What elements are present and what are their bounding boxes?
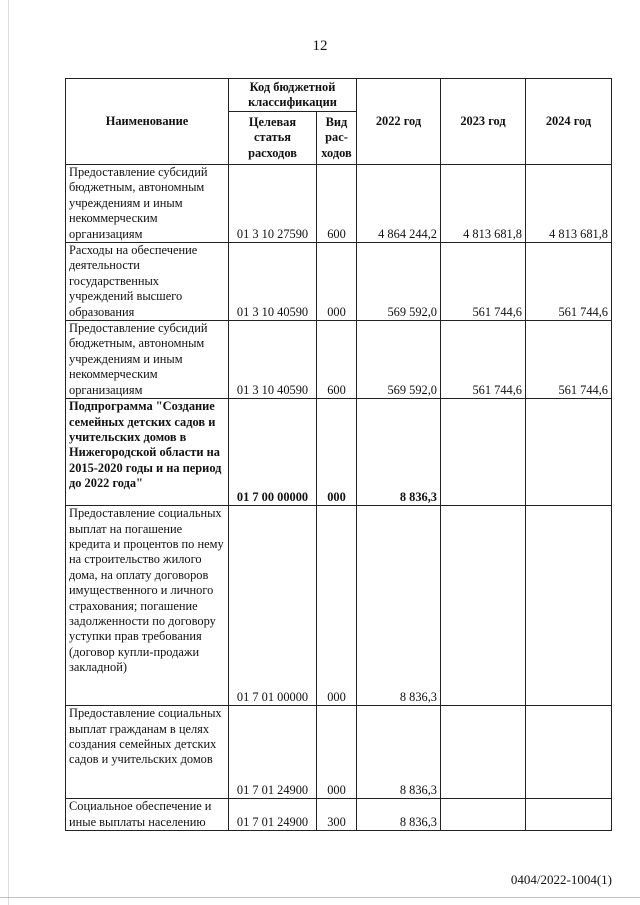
row-2023: 561 744,6 (441, 321, 526, 399)
row-name: Подпрограмма "Создание семейных детских садов и учительских домов в Нижегородской области на 2015-2020 годы и на период до 2022 года" (66, 399, 229, 506)
header-name: Наименование (66, 79, 229, 165)
table-row (66, 506, 612, 706)
header-target-item: Целевая статья расходов (229, 112, 317, 165)
row-2024: 561 744,6 (526, 321, 612, 399)
row-type: 000 (317, 399, 357, 506)
row-name: Расходы на обеспечение деятельности государственных учреждений высшего образования (66, 243, 229, 321)
row-name: Предоставление субсидий бюджетным, автономным учреждениям и иным некоммерческим организациям (66, 321, 229, 399)
document-code: 0404/2022-1004(1) (510, 872, 612, 887)
row-2024 (526, 506, 612, 706)
table-row (66, 321, 612, 399)
row-code: 01 7 01 00000 (229, 506, 317, 706)
row-2023: 4 813 681,8 (441, 165, 526, 243)
row-type: 300 (317, 799, 357, 831)
row-type: 600 (317, 165, 357, 243)
row-name: Социальное обеспечение и иные выплаты населению (66, 799, 229, 831)
row-2022: 8 836,3 (357, 506, 441, 706)
row-2023 (441, 706, 526, 799)
table-row (66, 243, 612, 321)
row-2024 (526, 799, 612, 831)
row-code: 01 7 01 24900 (229, 706, 317, 799)
row-2023: 561 744,6 (441, 243, 526, 321)
row-name: Предоставление социальных выплат на погашение кредита и процентов по нему на строительство жилого дома, на оплату договоров имущественного и личного страхования; погашение задолженности по договору уступки прав требования (договор купли-продажи закладной) (66, 506, 229, 706)
header-budget-code: Код бюджетной классификации (229, 79, 357, 112)
header-2022: 2022 год (357, 79, 441, 165)
table-row (66, 706, 612, 799)
row-2024 (526, 706, 612, 799)
header-2024: 2024 год (526, 79, 612, 165)
row-2023 (441, 799, 526, 831)
row-name: Предоставление социальных выплат гражданам в целях создания семейных детских садов и учительских домов (66, 706, 229, 799)
scan-edge (8, 0, 9, 905)
page-number: 12 (312, 38, 328, 54)
table-row-subprogram (66, 399, 612, 506)
row-type: 600 (317, 321, 357, 399)
table-row (66, 165, 612, 243)
row-code: 01 7 00 00000 (229, 399, 317, 506)
row-type: 000 (317, 706, 357, 799)
row-2022: 8 836,3 (357, 706, 441, 799)
row-2022: 8 836,3 (357, 799, 441, 831)
scan-line (0, 897, 640, 898)
budget-table (65, 78, 612, 831)
row-name: Предоставление субсидий бюджетным, автономным учреждениям и иным некоммерческим организациям (66, 165, 229, 243)
row-type: 000 (317, 243, 357, 321)
row-2024: 4 813 681,8 (526, 165, 612, 243)
row-code: 01 3 10 27590 (229, 165, 317, 243)
row-code: 01 3 10 40590 (229, 321, 317, 399)
row-2022: 569 592,0 (357, 321, 441, 399)
row-2022: 8 836,3 (357, 399, 441, 506)
row-code: 01 3 10 40590 (229, 243, 317, 321)
row-2024: 561 744,6 (526, 243, 612, 321)
row-2024 (526, 399, 612, 506)
table-row (66, 799, 612, 831)
row-2023 (441, 399, 526, 506)
row-type: 000 (317, 506, 357, 706)
row-2022: 569 592,0 (357, 243, 441, 321)
row-code: 01 7 01 24900 (229, 799, 317, 831)
row-2022: 4 864 244,2 (357, 165, 441, 243)
header-2023: 2023 год (441, 79, 526, 165)
row-2023 (441, 506, 526, 706)
header-expense-type: Вид рас-ходов (317, 112, 357, 165)
